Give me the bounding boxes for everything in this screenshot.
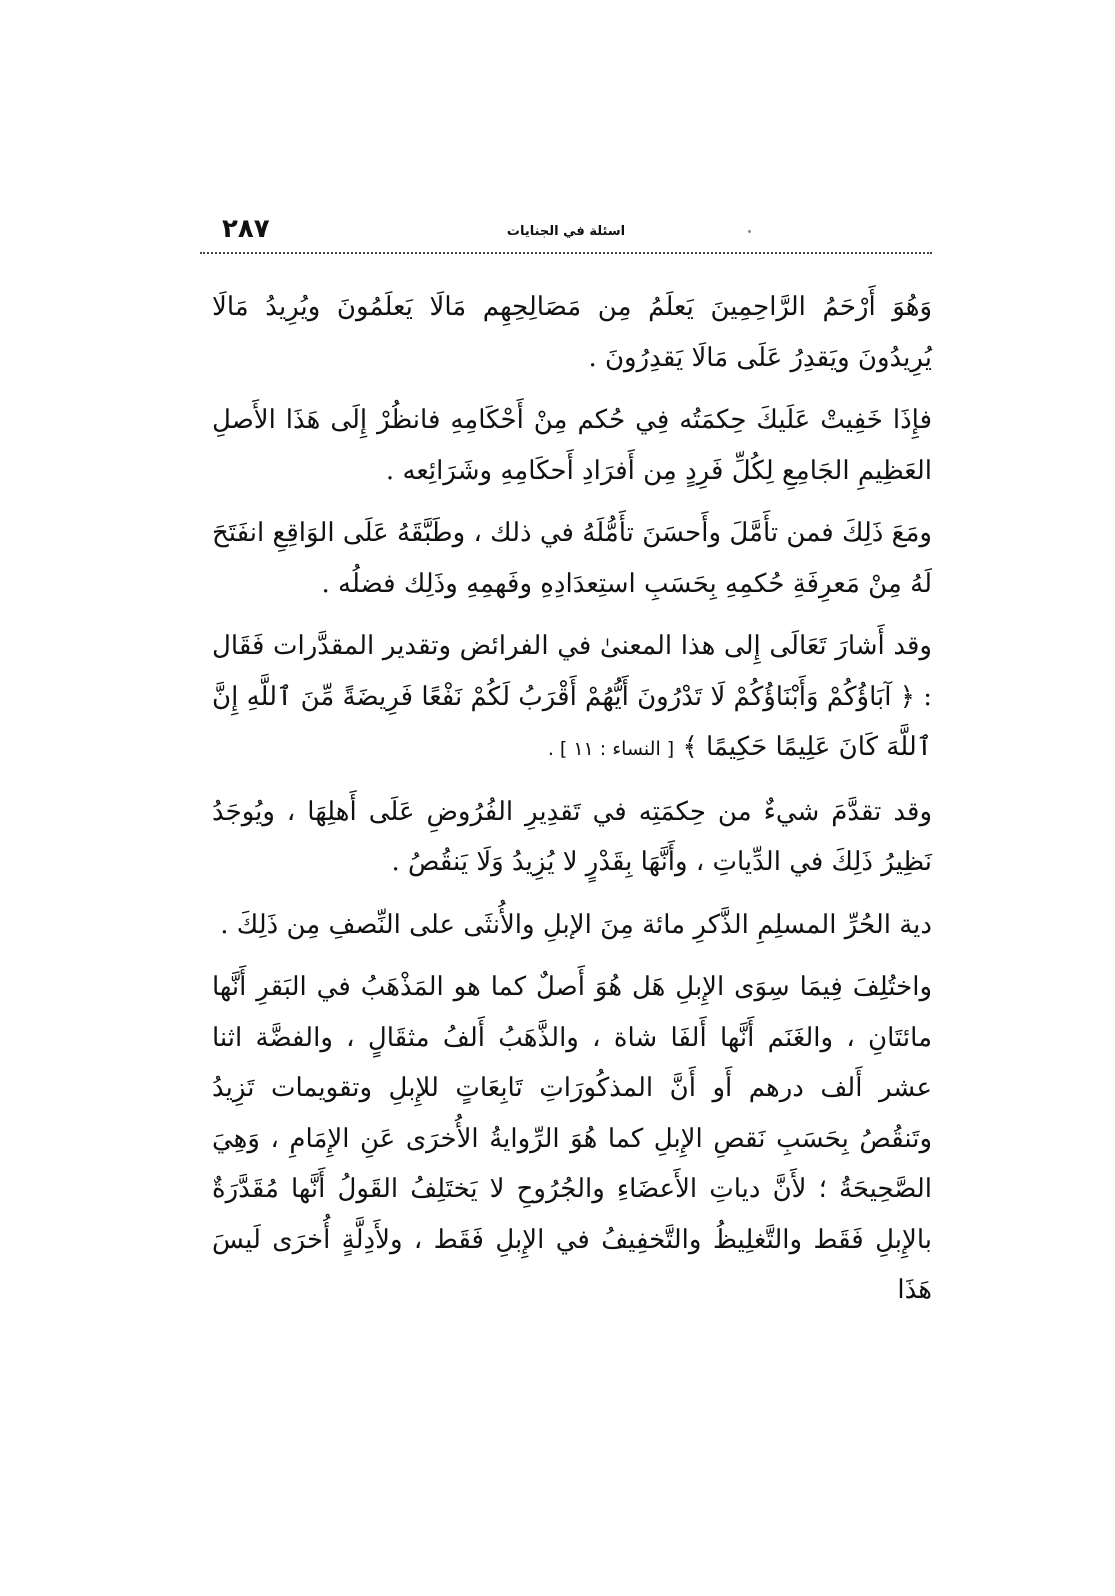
running-title: اسئلة في الجنايات bbox=[506, 224, 626, 239]
main-text bbox=[212, 282, 932, 1328]
paragraph-2: فإِذَا خَفِيتْ عَلَيكَ حِكمَتُه فِي حُكم مِنْ أَحْكَامِهِ فانظُرْ إِلَى هَذَا الأَصلِ العَظِيمِ الجَامِعِ لِكُلِّ فَرِدٍ مِن أَفرَادِ أَحكَامِهِ وشَرَائِعه . bbox=[212, 405, 932, 486]
paragraph-7: واختُلِفَ فِيمَا سِوَى الإِبلِ هَل هُوَ أَصلٌ كما هو المَذْهَبُ في البَقرِ أَنَّها مائتَانِ ، والغَنَم أَنَّها أَلفَا شاة ، والذَّهَبُ أَلفُ مثقَالٍ ، والفضَّة اثنا عشر أَلف درهم أَو أَنَّ المذكُورَاتِ تَابِعَاتٍ للإِبلِ وتقويمات تَزِيدُ وتَنقُصُ بِحَسَبِ نَقصِ الإِبلِ كما هُوَ الرِّوايةُ الأُخرَى عَنِ الإِمَامِ ، وَهِيَ الصَّحِيحَةُ ؛ لأَنَّ دياتِ الأَعضَاءِ والجُرُوحِ لا يَختَلِفُ القَولُ أَنَّها مُقَدَّرَةٌ بالإِبلِ فَقَط والتَّغلِيظُ والتَّخفِيفُ في الإِبلِ فَقَط ، ولأَدِلَّةٍ أُخرَى لَيسَ هَذَا bbox=[212, 972, 932, 1305]
paragraph-4 bbox=[212, 621, 932, 775]
paragraph-4-text: وقد أَشارَ تَعَالَى إِلى هذا المعنىٰ في الفرائض وتقدير المقدَّرات فَقَال : ﴿ آبَاؤُكُمْ وَأَبْنَاؤُكُمْ لَا تَدْرُونَ أَيُّهُمْ أَقْرَبُ لَكُمْ نَفْعًا فَرِيضَةً مِّنَ ٱللَّهِ إِنَّ ٱللَّهَ كَانَ عَلِيمًا حَكِيمًا ﴾ bbox=[212, 631, 932, 762]
page-number: ٢٨٧ bbox=[222, 214, 270, 244]
paragraph-5: وقد تقدَّمَ شيءٌ من حِكمَتِه في تَقدِيرِ الفُرُوضِ عَلَى أَهلِهَا ، ويُوجَدُ نَظِيرُ ذَلِكَ في الدِّياتِ ، وأَنَّهَا بِقَدْرٍ لا يُزِيدُ وَلَا يَنقُصُ . bbox=[212, 796, 932, 877]
header-divider bbox=[200, 252, 932, 254]
paragraph-3: ومَعَ ذَلِكَ فمن تأَمَّلَ وأَحسَنَ تأَمُّلَهُ في ذلك ، وطَبَّقَهُ عَلَى الوَاقِعِ انفَتَحَ لَهُ مِنْ مَعرِفَةِ حُكمِهِ بِحَسَبِ استِعدَادِهِ وفَهمِهِ وذَلِك فضلُه . bbox=[212, 518, 932, 599]
paragraph-1: وَهُوَ أَرْحَمُ الرَّاحِمِينَ يَعلَمُ مِن مَصَالِحِهِم مَالَا يَعلَمُونَ ويُرِيدُ مَالَا يُرِيدُونَ ويَقدِرُ عَلَى مَالَا يَقدِرُونَ . bbox=[212, 292, 932, 373]
quran-reference: [ النساء : ١١ ] . bbox=[547, 738, 675, 760]
page-header bbox=[200, 214, 932, 254]
paragraph-6: دية الحُرِّ المسلِمِ الذَّكرِ مائة مِنَ الإبلِ والأُنثَى على النِّصفِ مِن ذَلِكَ . bbox=[220, 909, 932, 940]
